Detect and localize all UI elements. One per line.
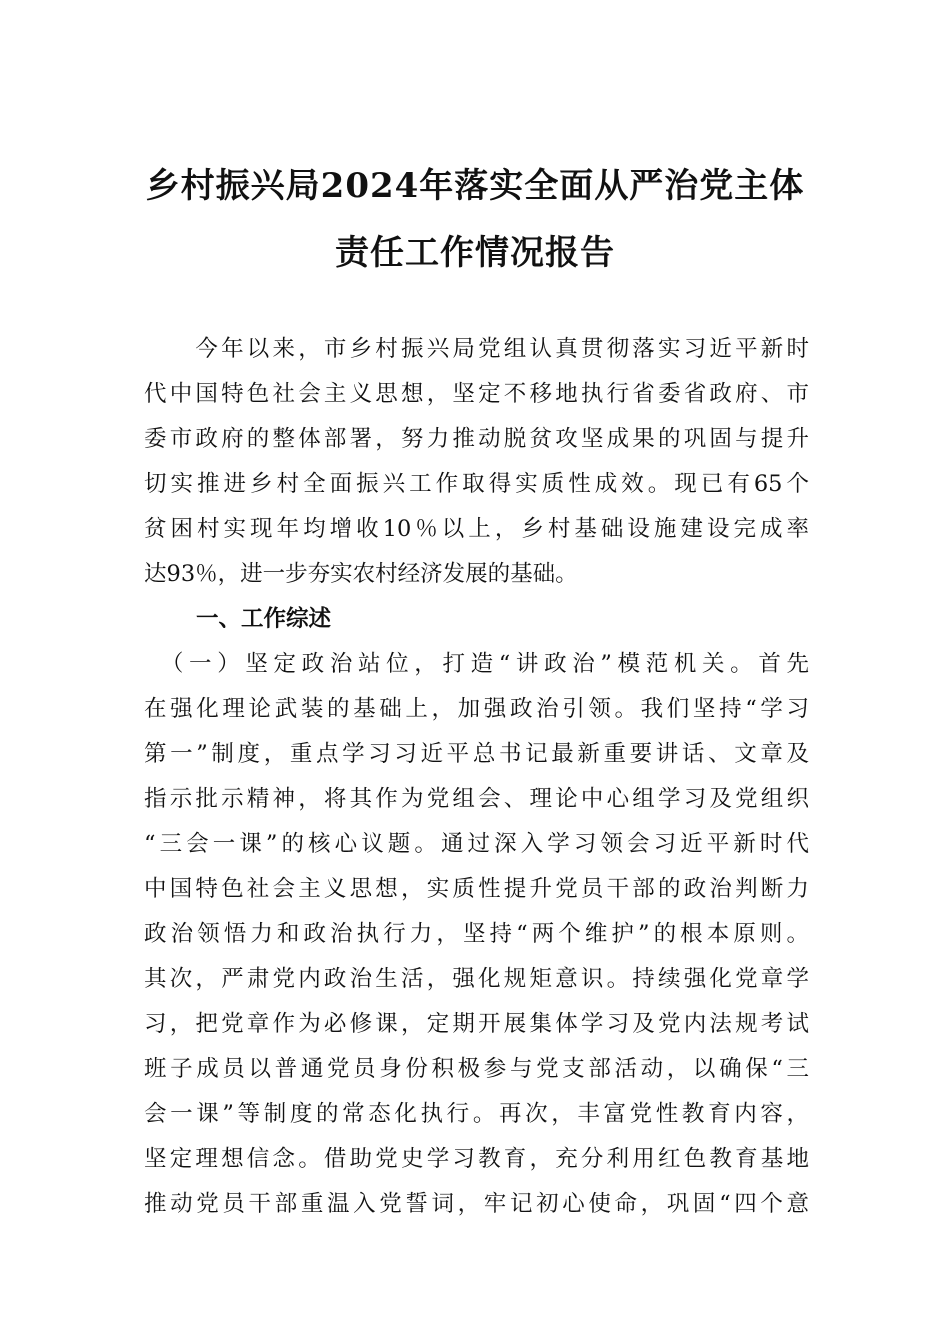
body-line-8: 其次，严肃党内政治生活，强化规矩意识。持续强化党章学 <box>144 966 809 992</box>
intro-line-5: 贫困村实现年均增收10％以上，乡村基础设施建设完成率 <box>144 516 809 542</box>
intro-line-6: 达93％，进一步夯实农村经济发展的基础。 <box>144 561 578 587</box>
intro-line-4: 切实推进乡村全面振兴工作取得实质性成效。现已有65个 <box>144 471 809 497</box>
body-line-6: 中国特色社会主义思想，实质性提升党员干部的政治判断力 <box>144 876 809 902</box>
body-line-10: 班子成员以普通党员身份积极参与党支部活动，以确保“三 <box>144 1056 809 1082</box>
section-heading-work-summary: 一、工作综述 <box>196 606 332 632</box>
intro-line-1: 今年以来，市乡村振兴局党组认真贯彻落实习近平新时 <box>144 336 809 362</box>
document-title-line-2: 责任工作情况报告 <box>335 233 615 273</box>
body-line-12: 坚定理想信念。借助党史学习教育，充分利用红色教育基地 <box>144 1146 809 1172</box>
body-line-2: 在强化理论武装的基础上，加强政治引领。我们坚持“学习 <box>144 696 809 722</box>
body-line-13: 推动党员干部重温入党誓词，牢记初心使命，巩固“四个意 <box>144 1191 809 1217</box>
body-line-1: （一）坚定政治站位，打造“讲政治”模范机关。首先 <box>144 651 809 677</box>
body-line-5: “三会一课”的核心议题。通过深入学习领会习近平新时代 <box>144 831 809 857</box>
body-line-11: 会一课”等制度的常态化执行。再次，丰富党性教育内容， <box>144 1101 809 1127</box>
intro-line-2: 代中国特色社会主义思想，坚定不移地执行省委省政府、市 <box>144 381 809 407</box>
body-line-7: 政治领悟力和政治执行力，坚持“两个维护”的根本原则。 <box>144 921 809 947</box>
body-line-3: 第一”制度，重点学习习近平总书记最新重要讲话、文章及 <box>144 741 809 767</box>
body-line-9: 习，把党章作为必修课，定期开展集体学习及党内法规考试 <box>144 1011 809 1037</box>
intro-line-3: 委市政府的整体部署，努力推动脱贫攻坚成果的巩固与提升 <box>144 426 809 452</box>
document-title-line-1: 乡村振兴局2024年落实全面从严治党主体 <box>145 166 805 206</box>
body-line-4: 指示批示精神，将其作为党组会、理论中心组学习及党组织 <box>144 786 809 812</box>
